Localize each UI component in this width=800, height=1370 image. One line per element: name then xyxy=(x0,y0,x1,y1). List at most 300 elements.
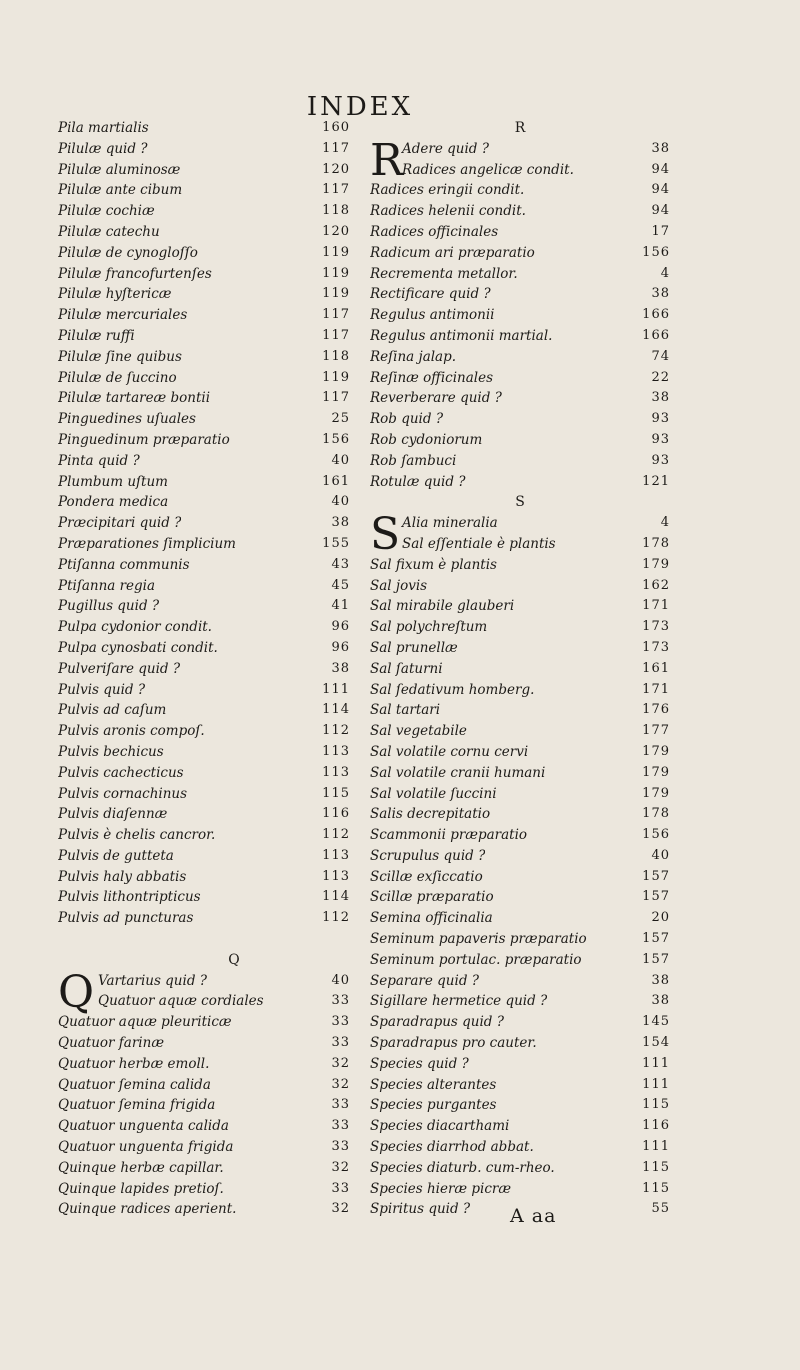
entry-term: Pulvis è chelis cancror. xyxy=(58,827,216,844)
entry-term: Pilulæ quid ? xyxy=(58,140,148,157)
index-entry xyxy=(58,846,350,867)
entry-term: Pilulæ catechu xyxy=(58,223,160,240)
index-entry xyxy=(58,264,350,285)
entry-page-number: 156 xyxy=(642,827,670,843)
entry-page-number: 74 xyxy=(651,348,670,364)
index-entry xyxy=(370,1095,670,1116)
index-entry xyxy=(370,804,670,825)
entry-page-number: 32 xyxy=(331,1159,350,1175)
entry-page-number: 119 xyxy=(322,244,350,260)
index-entry xyxy=(370,1116,670,1137)
index-entry xyxy=(370,347,670,368)
entry-term: Species purgantes xyxy=(370,1097,497,1114)
index-entry xyxy=(58,534,350,555)
entry-page-number: 17 xyxy=(651,223,670,239)
entry-term: Salis decrepitatio xyxy=(370,806,491,823)
entry-term: Quinque herbæ capillar. xyxy=(58,1159,224,1176)
index-entry xyxy=(370,284,670,305)
entry-page-number: 120 xyxy=(322,161,350,177)
entry-term: Rectificare quid ? xyxy=(370,286,491,303)
entry-page-number: 120 xyxy=(322,223,350,239)
entry-term: Pilulæ hyſtericæ xyxy=(58,286,172,303)
entry-page-number: 94 xyxy=(651,203,670,219)
entry-term: Quatuor unguenta calida xyxy=(58,1118,229,1135)
index-entry xyxy=(370,388,670,409)
index-entry xyxy=(370,971,670,992)
index-entry xyxy=(370,846,670,867)
entry-term: Quatuor farinæ xyxy=(58,1035,165,1052)
index-entry xyxy=(58,1179,350,1200)
entry-page-number: 157 xyxy=(642,931,670,947)
index-entry xyxy=(370,950,670,971)
index-entry xyxy=(370,908,670,929)
entry-term: Pilulæ mercuriales xyxy=(58,307,188,324)
s-section xyxy=(370,509,670,1220)
entry-page-number: 93 xyxy=(651,452,670,468)
entry-page-number: 93 xyxy=(651,431,670,447)
entry-term: Pilulæ ante cibum xyxy=(58,182,183,199)
entry-term: Radices officinales xyxy=(370,223,499,240)
entry-page-number: 119 xyxy=(322,369,350,385)
index-entry xyxy=(58,1199,350,1220)
index-entry xyxy=(58,472,350,493)
entry-page-number: 176 xyxy=(642,702,670,718)
index-entry xyxy=(370,617,670,638)
entry-term: Pulvis ad puncturas xyxy=(58,910,194,927)
index-entry xyxy=(370,763,670,784)
entry-term: Scillæ exſiccatio xyxy=(370,868,483,885)
s-entries-list xyxy=(370,509,670,1220)
entry-term: Pilulæ tartareæ bontii xyxy=(58,390,211,407)
index-entry xyxy=(58,1075,350,1096)
entry-page-number: 38 xyxy=(331,515,350,531)
entry-page-number: 161 xyxy=(642,660,670,676)
entry-term: Pondera medica xyxy=(58,494,169,511)
entry-term: Pulvis cachecticus xyxy=(58,764,184,781)
index-entry xyxy=(370,534,670,555)
index-entry xyxy=(370,742,670,763)
entry-term: Ptiſanna communis xyxy=(58,556,190,573)
index-entry xyxy=(58,804,350,825)
index-entry xyxy=(370,264,670,285)
index-entry xyxy=(58,368,350,389)
entry-term: Reverberare quid ? xyxy=(370,390,502,407)
entry-page-number: 117 xyxy=(322,307,350,323)
entry-page-number: 115 xyxy=(322,785,350,801)
page-title: INDEX xyxy=(306,92,414,122)
entry-term: Species quid ? xyxy=(370,1055,469,1072)
entry-page-number: 33 xyxy=(331,1180,350,1196)
right-column xyxy=(370,118,670,1220)
entry-page-number: 33 xyxy=(331,1014,350,1030)
entry-term: Sparadrapus quid ? xyxy=(370,1014,504,1031)
index-entry xyxy=(370,368,670,389)
entry-page-number: 33 xyxy=(331,1139,350,1155)
entry-page-number: 161 xyxy=(322,473,350,489)
entry-page-number: 20 xyxy=(651,910,670,926)
entry-term: Semina officinalia xyxy=(370,910,493,927)
section-heading-r: R xyxy=(514,120,526,136)
index-entry xyxy=(370,638,670,659)
entry-page-number: 177 xyxy=(642,723,670,739)
entry-term: Quatuor aquæ pleuriticæ xyxy=(58,1014,232,1031)
entry-page-number: 38 xyxy=(651,390,670,406)
entry-term: Species diarrhod abbat. xyxy=(370,1139,534,1156)
entry-page-number: 114 xyxy=(322,889,350,905)
entry-term: Species diaturb. cum-rheo. xyxy=(370,1159,555,1176)
entry-term: Alia mineralia xyxy=(402,515,498,532)
entry-page-number: 111 xyxy=(642,1055,670,1071)
entry-page-number: 155 xyxy=(322,535,350,551)
section-gap xyxy=(58,929,350,950)
index-entry xyxy=(58,284,350,305)
entry-term: Pinta quid ? xyxy=(58,452,140,469)
index-entry xyxy=(58,1137,350,1158)
entry-page-number: 33 xyxy=(331,1118,350,1134)
index-entry xyxy=(58,867,350,888)
entry-term: Radices eringii condit. xyxy=(370,182,525,199)
index-entry xyxy=(370,1158,670,1179)
entry-term: Præparationes ſimplicium xyxy=(58,535,236,552)
entry-page-number: 96 xyxy=(331,639,350,655)
entry-page-number: 178 xyxy=(642,535,670,551)
index-entry xyxy=(370,867,670,888)
entry-term: Pinguedinum præparatio xyxy=(58,431,230,448)
index-entry xyxy=(58,388,350,409)
entry-page-number: 33 xyxy=(331,1097,350,1113)
entry-term: Sparadrapus pro cauter. xyxy=(370,1035,537,1052)
entry-page-number: 38 xyxy=(651,140,670,156)
entry-page-number: 112 xyxy=(322,910,350,926)
index-entry xyxy=(370,659,670,680)
entry-term: Sal eſſentiale è plantis xyxy=(402,535,556,552)
entry-term: Sal jovis xyxy=(370,577,428,594)
section-heading-s: S xyxy=(515,494,525,511)
entry-page-number: 93 xyxy=(651,411,670,427)
entry-term: Quatuor unguenta frigida xyxy=(58,1139,234,1156)
index-entry xyxy=(58,409,350,430)
entry-page-number: 40 xyxy=(331,972,350,988)
index-entry xyxy=(58,596,350,617)
entry-page-number: 32 xyxy=(331,1201,350,1217)
index-entry xyxy=(370,430,670,451)
entry-page-number: 32 xyxy=(331,1055,350,1071)
entry-term: Sigillare hermetice quid ? xyxy=(370,993,548,1010)
index-entry xyxy=(58,742,350,763)
entry-page-number: 171 xyxy=(642,681,670,697)
entry-term: Pilulæ ſine quibus xyxy=(58,348,182,365)
index-entry xyxy=(370,991,670,1012)
entry-term: Pulvis bechicus xyxy=(58,743,164,760)
index-entry xyxy=(58,118,350,139)
index-entry xyxy=(370,451,670,472)
entry-page-number: 154 xyxy=(642,1035,670,1051)
entry-term: Adere quid ? xyxy=(402,140,489,157)
index-entry xyxy=(370,1054,670,1075)
entry-term: Rob cydoniorum xyxy=(370,431,483,448)
entry-term: Pila martialis xyxy=(58,120,149,136)
entry-page-number: 178 xyxy=(642,806,670,822)
entry-term: Regulus antimonii martial. xyxy=(370,327,553,344)
entry-term: Recrementa metallor. xyxy=(370,265,518,282)
section-heading-q: Q xyxy=(228,951,240,968)
entry-term: Seminum papaveris præparatio xyxy=(370,931,587,948)
entry-term: Pulvis lithontripticus xyxy=(58,889,201,906)
entry-term: Reſina jalap. xyxy=(370,348,457,365)
entry-term: Separare quid ? xyxy=(370,972,479,989)
index-entry xyxy=(370,929,670,950)
index-entry xyxy=(370,305,670,326)
left-column xyxy=(58,118,350,1220)
index-entry xyxy=(58,305,350,326)
entry-term: Pulveriſare quid ? xyxy=(58,660,181,677)
index-entry xyxy=(370,1075,670,1096)
index-entry xyxy=(58,451,350,472)
entry-page-number: 179 xyxy=(642,743,670,759)
entry-page-number: 156 xyxy=(322,431,350,447)
entry-page-number: 118 xyxy=(322,348,350,364)
index-entry xyxy=(370,784,670,805)
index-entry xyxy=(370,180,670,201)
index-entry xyxy=(58,784,350,805)
index-entry xyxy=(58,700,350,721)
index-entry xyxy=(370,1012,670,1033)
entry-page-number: 114 xyxy=(322,702,350,718)
entry-page-number: 55 xyxy=(651,1201,670,1217)
index-entry xyxy=(58,617,350,638)
entry-page-number: 171 xyxy=(642,598,670,614)
entry-page-number: 38 xyxy=(651,286,670,302)
entry-term: Pilulæ aluminosæ xyxy=(58,161,181,178)
entry-page-number: 43 xyxy=(331,556,350,572)
entry-page-number: 4 xyxy=(660,265,670,281)
entry-term: Regulus antimonii xyxy=(370,307,495,324)
entry-term: Reſinæ officinales xyxy=(370,369,494,386)
entry-term: Sal polychreſtum xyxy=(370,619,488,636)
index-entry xyxy=(58,180,350,201)
entry-term: Radicum ari præparatio xyxy=(370,244,535,261)
index-entry xyxy=(370,887,670,908)
entry-term: Pilulæ de ſuccino xyxy=(58,369,177,386)
entry-page-number: 118 xyxy=(322,203,350,219)
index-entry xyxy=(370,721,670,742)
entry-page-number: 113 xyxy=(322,847,350,863)
index-entry xyxy=(58,763,350,784)
entry-page-number: 117 xyxy=(322,182,350,198)
entry-term: Pulvis de gutteta xyxy=(58,847,174,864)
entry-page-number: 111 xyxy=(322,681,350,697)
q-section xyxy=(58,966,350,1221)
entry-page-number: 94 xyxy=(651,182,670,198)
entry-page-number: 173 xyxy=(642,639,670,655)
index-entry xyxy=(370,222,670,243)
index-entry xyxy=(58,971,350,992)
entry-page-number: 157 xyxy=(642,951,670,967)
entry-term: Pilulæ cochiæ xyxy=(58,203,155,220)
entry-term: Sal tartari xyxy=(370,702,441,719)
index-entry xyxy=(58,659,350,680)
entry-page-number: 162 xyxy=(642,577,670,593)
index-entry xyxy=(370,326,670,347)
index-entry xyxy=(58,887,350,908)
index-entry xyxy=(370,825,670,846)
entry-page-number: 38 xyxy=(331,660,350,676)
entry-term: Quinque radices aperient. xyxy=(58,1201,237,1218)
entry-term: Sal ſaturni xyxy=(370,660,443,677)
entry-term: Species alterantes xyxy=(370,1076,497,1093)
entry-term: Pulvis cornachinus xyxy=(58,785,188,802)
entry-term: Pulvis quid ? xyxy=(58,681,146,698)
entry-term: Pilulæ francofurtenſes xyxy=(58,265,212,282)
index-entry xyxy=(58,1054,350,1075)
entry-page-number: 38 xyxy=(651,993,670,1009)
index-entry xyxy=(58,347,350,368)
index-entry xyxy=(58,160,350,181)
entry-page-number: 41 xyxy=(331,598,350,614)
entry-page-number: 113 xyxy=(322,868,350,884)
entry-page-number: 166 xyxy=(642,307,670,323)
index-entry xyxy=(370,1179,670,1200)
entry-page-number: 112 xyxy=(322,723,350,739)
index-entry xyxy=(58,1033,350,1054)
entry-page-number: 45 xyxy=(331,577,350,593)
entry-page-number: 179 xyxy=(642,764,670,780)
index-entry xyxy=(58,991,350,1012)
drop-cap-q: Q xyxy=(58,966,95,1018)
index-entry xyxy=(58,513,350,534)
index-entry xyxy=(370,700,670,721)
entry-term: Quinque lapides pretioſ. xyxy=(58,1180,224,1197)
index-entry xyxy=(370,680,670,701)
index-entry xyxy=(58,721,350,742)
entry-page-number: 116 xyxy=(642,1118,670,1134)
entry-term: Pulpa cydonior condit. xyxy=(58,619,212,636)
entry-term: Quatuor herbæ emoll. xyxy=(58,1055,210,1072)
entry-term: Sal volatile ſuccini xyxy=(370,785,497,802)
entry-page-number: 32 xyxy=(331,1076,350,1092)
entry-page-number: 94 xyxy=(651,161,670,177)
index-entry xyxy=(58,222,350,243)
index-entry xyxy=(370,201,670,222)
entry-page-number: 40 xyxy=(331,494,350,510)
entry-term: Pulvis haly abbatis xyxy=(58,868,187,885)
entry-page-number: 33 xyxy=(331,993,350,1009)
entry-term: Spiritus quid ? xyxy=(370,1201,471,1218)
drop-cap-r: R xyxy=(370,134,404,186)
entry-term: Rob ſambuci xyxy=(370,452,457,469)
index-entry xyxy=(58,825,350,846)
entry-page-number: 40 xyxy=(331,452,350,468)
entry-term: Quatuor aquæ cordiales xyxy=(98,993,264,1010)
entry-page-number: 111 xyxy=(642,1076,670,1092)
drop-cap-s: S xyxy=(370,509,401,561)
entry-term: Species hieræ picræ xyxy=(370,1180,512,1197)
entry-page-number: 179 xyxy=(642,556,670,572)
index-entry xyxy=(58,201,350,222)
index-entry xyxy=(58,243,350,264)
entry-page-number: 156 xyxy=(642,244,670,260)
entry-term: Scrupulus quid ? xyxy=(370,847,486,864)
entry-term: Sal volatile cornu cervi xyxy=(370,743,529,760)
entry-page-number: 40 xyxy=(651,847,670,863)
q-entries-list xyxy=(58,966,350,1221)
entry-page-number: 117 xyxy=(322,140,350,156)
index-entry xyxy=(58,430,350,451)
entry-term: Ptiſanna regia xyxy=(58,577,156,594)
entry-page-number: 157 xyxy=(642,868,670,884)
entry-page-number: 4 xyxy=(660,515,670,531)
r-section xyxy=(370,134,670,493)
index-entry xyxy=(370,160,670,181)
entry-page-number: 111 xyxy=(642,1139,670,1155)
entry-term: Pulvis diaſennæ xyxy=(58,806,168,823)
p-entries-list xyxy=(58,118,350,929)
entry-page-number: 38 xyxy=(651,972,670,988)
entry-page-number: 119 xyxy=(322,286,350,302)
entry-term: Scillæ præparatio xyxy=(370,889,494,906)
index-entry xyxy=(58,908,350,929)
r-entries-list xyxy=(370,134,670,493)
index-entry xyxy=(370,243,670,264)
index-entry xyxy=(58,680,350,701)
entry-term: Pulvis aronis compoſ. xyxy=(58,723,205,740)
entry-term: Vartarius quid ? xyxy=(98,972,207,989)
index-entry xyxy=(58,1012,350,1033)
index-entry xyxy=(58,1158,350,1179)
entry-term: Rotulæ quid ? xyxy=(370,473,466,490)
entry-page-number: 179 xyxy=(642,785,670,801)
entry-term: Pulvis ad caſum xyxy=(58,702,167,719)
entry-page-number: 96 xyxy=(331,619,350,635)
entry-page-number: 115 xyxy=(642,1180,670,1196)
entry-page-number: 113 xyxy=(322,764,350,780)
entry-page-number: 121 xyxy=(642,473,670,489)
index-entry xyxy=(370,1033,670,1054)
entry-term: Radices angelicæ condit. xyxy=(402,161,574,178)
entry-term: Sal volatile cranii humani xyxy=(370,764,546,781)
entry-page-number: 25 xyxy=(331,411,350,427)
entry-term: Sal vegetabile xyxy=(370,723,467,740)
entry-page-number: 115 xyxy=(642,1097,670,1113)
entry-term: Sal prunellæ xyxy=(370,639,458,656)
entry-term: Rob quid ? xyxy=(370,411,444,428)
index-entry xyxy=(58,492,350,513)
entry-page-number: 22 xyxy=(651,369,670,385)
entry-term: Pugillus quid ? xyxy=(58,598,160,615)
entry-page-number: 112 xyxy=(322,827,350,843)
index-entry xyxy=(370,409,670,430)
entry-term: Sal mirabile glauberi xyxy=(370,598,515,615)
entry-term: Seminum portulac. præparatio xyxy=(370,951,582,968)
index-entry xyxy=(58,638,350,659)
index-entry xyxy=(370,576,670,597)
index-entry xyxy=(370,139,670,160)
entry-page-number: 160 xyxy=(322,120,350,135)
index-entry xyxy=(370,555,670,576)
entry-term: Pinguedines uſuales xyxy=(58,411,196,428)
index-entry xyxy=(58,1095,350,1116)
entry-page-number: 157 xyxy=(642,889,670,905)
entry-page-number: 117 xyxy=(322,390,350,406)
index-entry xyxy=(370,472,670,493)
entry-term: Sal fixum è plantis xyxy=(370,556,497,573)
entry-page-number: 115 xyxy=(642,1159,670,1175)
entry-page-number: 119 xyxy=(322,265,350,281)
index-entry xyxy=(58,139,350,160)
index-entry xyxy=(58,326,350,347)
index-entry xyxy=(58,555,350,576)
index-entry xyxy=(370,596,670,617)
